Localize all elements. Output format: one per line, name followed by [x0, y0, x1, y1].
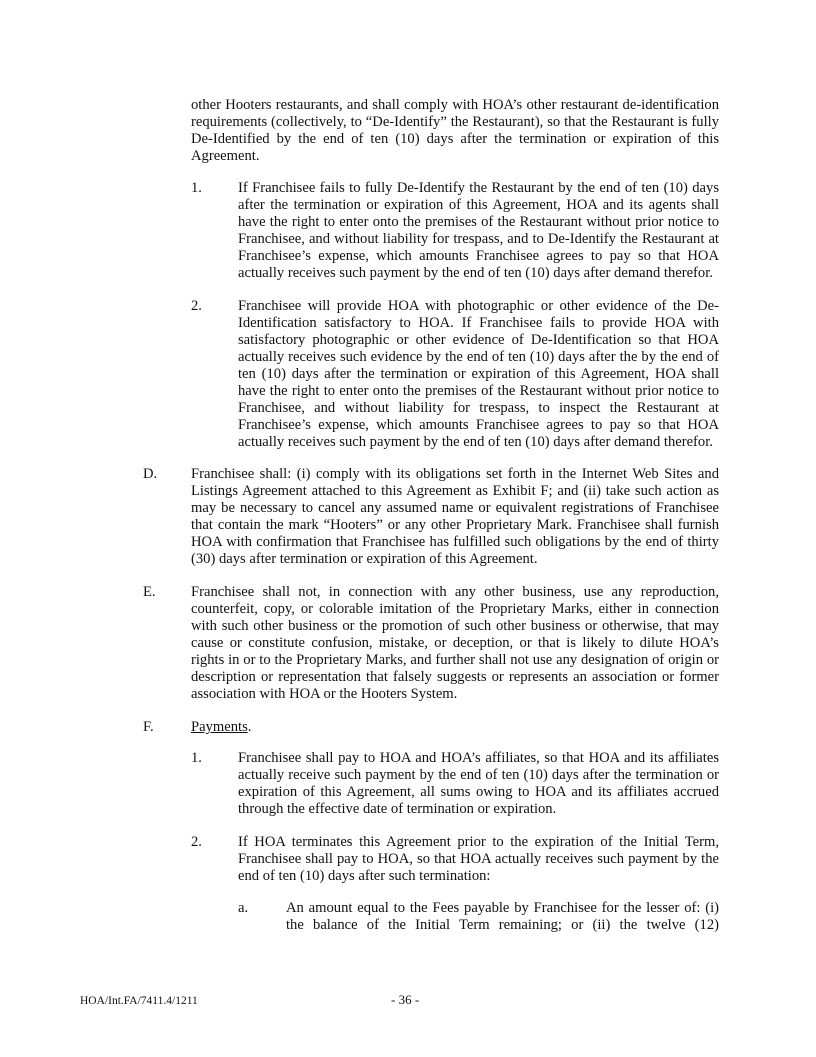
section-e-text: Franchisee shall not, in connection with any other business, use any reproduction, counterfeit, copy, or colorable imitation of the Proprietary Marks, either in connection with such other business or the promotion of such other business or otherwise, that may cause or constitute confusion, mistake, or deception, or that is likely to dilute HOA’s rights in or to the Proprietary Marks, and further shall not use any designation of origin or description or representation that falsely suggests or represents an association or former association with HOA or the Hooters System. — [191, 584, 719, 702]
item-1-label: 1. — [191, 180, 202, 196]
section-d-label: D. — [143, 466, 158, 482]
f-item-1-text: Franchisee shall pay to HOA and HOA’s affiliates, so that HOA and its affiliates actually receive such payment by the end of ten (10) days after the termination or expiration of this Agreement, all sums owing to HOA and its affiliates accrued through the effective date of termination or expiration. — [238, 750, 719, 817]
payments-heading: Payments — [191, 719, 248, 735]
section-d-text: Franchisee shall: (i) comply with its obligations set forth in the Internet Web Sites and Listings Agreement attached to this Agreement as Exhibit F; and (ii) take such action as may be necessary to cancel any assumed name or equivalent registrations of Franchisee that contain the mark “Hooters” or any other Proprietary Mark. Franchisee shall furnish HOA with confirmation that Franchisee has fulfilled such obligations by the end of thirty (30) days after termination or expiration of this Agreement. — [191, 466, 719, 567]
f-sub-a-text: An amount equal to the Fees payable by Franchisee for the lesser of: (i) the balance of the Initial Term remaining; or (ii) the twelve (12) — [286, 900, 719, 933]
f-item-1-label: 1. — [191, 750, 202, 766]
heading-suffix: . — [247, 719, 252, 735]
item-1-text: If Franchisee fails to fully De-Identify the Restaurant by the end of ten (10) days after the termination or expiration of this Agreement, HOA and its agents shall have the right to enter onto the premises of the Restaurant without prior notice to Franchisee, and without liability for trespass, and to De-Identify the Restaurant at Franchisee’s expense, which amounts Franchisee agrees to pay so that HOA actually receives such payment by the end of ten (10) days after demand therefor. — [238, 180, 719, 281]
intro-paragraph: other Hooters restaurants, and shall comply with HOA’s other restaurant de-identification requirements (collectively, to “De-Identify” the Restaurant), so that the Restaurant is fully De-Identified by the end of ten (10) days after the termination or expiration of this Agreement. — [191, 97, 719, 164]
item-2-label: 2. — [191, 298, 202, 314]
page-number: - 36 - — [391, 992, 420, 1007]
footer-doc-id: HOA/Int.FA/7411.4/1211 — [80, 995, 198, 1007]
f-sub-a-label: a. — [238, 900, 249, 916]
section-f-heading — [191, 719, 251, 736]
section-e-label: E. — [143, 584, 156, 600]
f-item-2-label: 2. — [191, 834, 202, 850]
section-f-label: F. — [143, 719, 154, 735]
f-item-2-text: If HOA terminates this Agreement prior to the expiration of the Initial Term, Franchisee shall pay to HOA, so that HOA actually receives such payment by the end of ten (10) days after such termination: — [238, 834, 719, 884]
item-2-text: Franchisee will provide HOA with photographic or other evidence of the De-Identification satisfactory to HOA. If Franchisee fails to provide HOA with satisfactory photographic or other evidence of De-Identification so that HOA actually receives such evidence by the end of ten (10) days after the by the end of ten (10) days after the termination or expiration of this Agreement, HOA shall have the right to enter onto the premises of the Restaurant without prior notice to Franchisee, and without liability for trespass, to inspect the Restaurant at Franchisee’s expense, which amounts Franchisee agrees to pay so that HOA actually receives such payment by the end of ten (10) days after demand therefor. — [238, 298, 719, 450]
